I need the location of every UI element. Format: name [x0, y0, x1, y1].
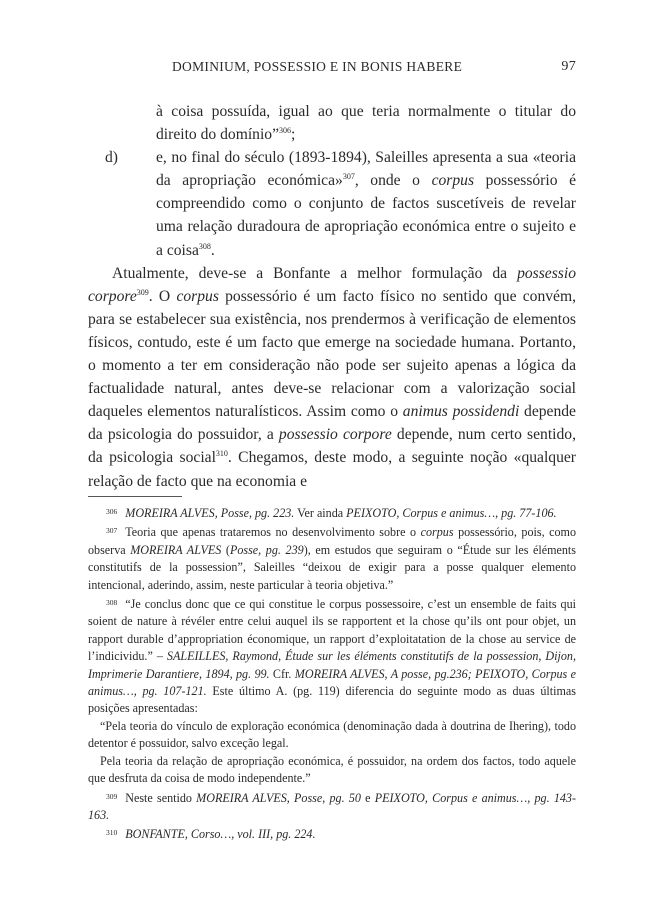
list-item-d: d) e, no final do século (1893-1894), Saleilles apresenta a sua «teoria da apropriação económica»$^{307}$, onde o corpus possessório é compreendido como o conjunto de factos suscetíveis de revelar uma relação duradoura de apropriação económica entre o sujeito e a coisa$^{308}$.	[88, 146, 576, 261]
footnote-308-quote-2: Pela teoria da relação de apropriação económica, é possuidor, na ordem dos factos, todo aquele que desfruta da coisa de modo independente.”	[88, 753, 576, 786]
footnote-ref-310[interactable]: 310	[215, 449, 228, 459]
running-title: DOMINIUM, POSSESSIO E IN BONIS HABERE	[172, 59, 463, 74]
footnote-308: $^{308}$ “Je conclus donc que ce qui constitue le corpus possessoire, c’est un ensemble de faits qui soient de nature à révéler entre celui auquel ils se rapportent et la chose qu’ils ont pour objet, un rapport durable d’appropriation économique, un rapport d’exploitatation de la chose au service de l’indicividu.” – SALEILLES, Raymond, Étude sur les éléments constitutifs de la possession, Dijon, Imprimerie Darantiere, 1894, pg. 99. Cfr. MOREIRA ALVES, A posse, pg.236; PEIXOTO, Corpus e animus…, pg. 107-121. Este último A. (pg. 119) diferencia do seguinte modo as duas últimas posições apresentadas:	[88, 597, 576, 716]
footnote-308-quote-1: “Pela teoria do vínculo de exploração económica (denominação dada à doutrina de Ihering), todo detentor é possuidor, salvo exceção legal.	[88, 718, 576, 751]
main-text	[88, 100, 576, 493]
footnote-ref-307[interactable]: 307	[342, 172, 355, 182]
footnote-ref-309[interactable]: 309	[136, 287, 149, 297]
footnote-ref-308[interactable]: 308	[198, 241, 211, 251]
footnote-ref-306[interactable]: 306	[279, 125, 291, 135]
body-paragraph: Atualmente, deve-se a Bonfante a melhor formulação da possessio corpore$^{309}$. O corpus possessório é um facto físico no sentido que convém, para se estabelecer sua existência, nos prendermos à verificação de elementos físicos, contudo, este é um facto que emerge na sociedade humana. Portanto, o momento a ter em consideração não pode ser sujeito apenas a lógica da factualidade natural, antes deve-se relacionar com a valorização social daqueles elementos naturalísticos. Assim como o animus possidendi depende da psicologia do possuidor, a possessio corpore depende, num certo sentido, da psicologia social$^{310}$. Chegamos, deste modo, a seguinte noção «qualquer relação de facto que na economia e	[88, 264, 577, 490]
list-marker-d: d)	[105, 149, 118, 167]
list-item-c-continuation: à coisa possuída, igual ao que teria normalmente o titular do direito do domínio”$^{306}$;	[156, 103, 576, 144]
footnote-306: $^{306}$ MOREIRA ALVES, Posse, pg. 223. Ver ainda PEIXOTO, Corpus e animus…, pg. 77-106.	[106, 506, 557, 520]
footnote-separator	[88, 496, 182, 497]
footnote-307: $^{307}$ Teoria que apenas trataremos no desenvolvimento sobre o corpus possessório, pois, como observa MOREIRA ALVES (Posse, pg. 239), em estudos que seguiram o “Étude sur les éléments constitutifs de la possession”, Saleilles “deixou de exigir para a posse qualquer elemento intencional, aderindo, assim, neste particular à teoria objetiva.”	[88, 525, 576, 592]
page-number: 97	[561, 59, 576, 74]
running-header	[88, 59, 576, 81]
footnote-310: $^{310}$ BONFANTE, Corso…, vol. III, pg. 224.	[106, 827, 316, 842]
footnotes	[88, 503, 576, 844]
footnote-309: $^{309}$ Neste sentido MOREIRA ALVES, Posse, pg. 50 e PEIXOTO, Corpus e animus…, pg. 143-163.	[88, 790, 577, 822]
